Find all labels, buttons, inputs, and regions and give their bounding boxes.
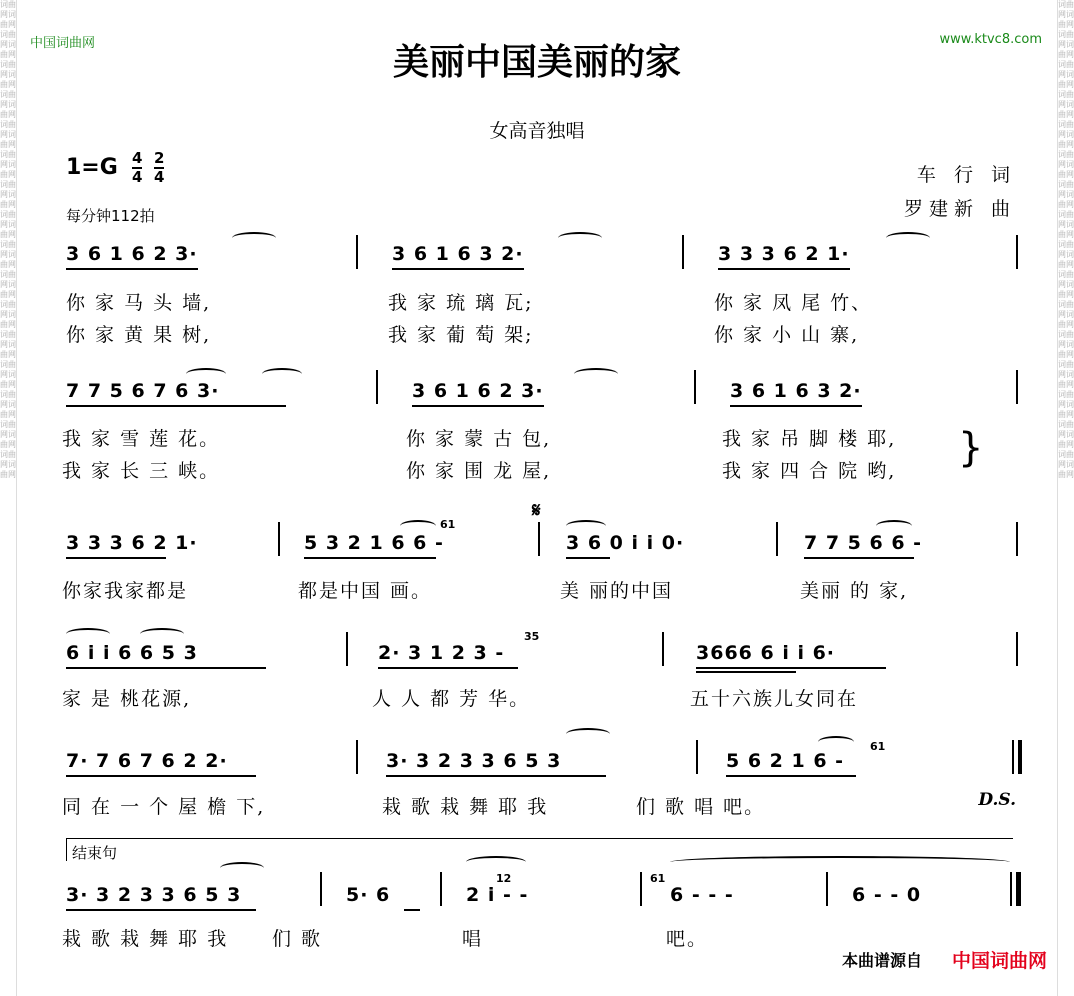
row2-m2-lyric-verse1: 你 家 蒙 古 包, <box>406 428 552 450</box>
barline <box>696 740 698 774</box>
barline <box>538 522 540 556</box>
barline <box>682 235 684 269</box>
row2-m2-lyric-verse2: 你 家 围 龙 屋, <box>406 460 552 482</box>
row6-measure4-notes: 6 - - - <box>670 884 734 906</box>
slur <box>574 368 618 380</box>
row1-m1-lyric-verse1: 你 家 马 头 墙, <box>66 292 212 314</box>
slur <box>566 728 610 740</box>
slur <box>818 736 854 748</box>
watermark-left-strip: 词曲网词曲网词曲网词曲网词曲网词曲网词曲网词曲网词曲网词曲网词曲网词曲网词曲网词曲网词曲网词曲网词曲网词曲网词曲网词曲网词曲网词曲网词曲网词曲网词曲网词曲网词曲网词曲网词曲网词曲网词曲网词曲网 <box>0 0 17 996</box>
row4-m1-lyric: 家 是 桃花源, <box>62 688 192 710</box>
beam-underline <box>566 557 610 559</box>
meter1-top: 4 <box>132 149 143 167</box>
row5-m3-lyric: 们 歌 唱 吧。 <box>636 796 766 818</box>
barline <box>826 872 828 906</box>
row6-measure1-notes: 3· 3 2 3 3 6 5 3 <box>66 884 242 906</box>
row4-measure3-notes: 3666 6 i i 6· <box>696 642 836 664</box>
slur <box>262 368 302 380</box>
barline <box>662 632 664 666</box>
song-subtitle: 女高音独唱 <box>489 120 585 142</box>
row3-measure2-notes: 5 3 2 1 6 6 - <box>304 532 444 554</box>
row2-m1-lyric-verse1: 我 家 雪 莲 花。 <box>62 428 221 450</box>
slur <box>558 232 602 244</box>
row6-m4-lyric: 吧。 <box>666 928 709 950</box>
beam-underline <box>392 268 524 270</box>
beam-underline <box>66 667 266 669</box>
slur <box>186 368 226 380</box>
row6-m2-lyric: 们 歌 <box>272 928 323 950</box>
beam-underline <box>696 667 886 669</box>
barline <box>1016 370 1018 404</box>
barline <box>1016 632 1018 666</box>
barline <box>278 522 280 556</box>
row3-m1-lyric: 你家我家都是 <box>62 580 189 602</box>
row1-m3-lyric-verse1: 你 家 凤 尾 竹、 <box>714 292 873 314</box>
row4-m3-lyric: 五十六族儿女同在 <box>690 688 859 710</box>
row2-m3-lyric-verse1: 我 家 吊 脚 楼 耶, <box>722 428 897 450</box>
row1-m3-lyric-verse2: 你 家 小 山 寨, <box>714 324 860 346</box>
row4-m2-lyric: 人 人 都 芳 华。 <box>372 688 531 710</box>
beam-underline <box>66 268 198 270</box>
barline-repeat <box>1012 740 1014 774</box>
row5-m1-lyric: 同 在 一 个 屋 檐 下, <box>62 796 266 818</box>
beam-underline <box>386 775 606 777</box>
barline <box>320 872 322 906</box>
composer-credit: 罗建新 曲 <box>903 198 1016 220</box>
beam-underline <box>412 405 544 407</box>
row2-m1-lyric-verse2: 我 家 长 三 峡。 <box>62 460 221 482</box>
meter1-bottom: 4 <box>132 168 143 186</box>
slur <box>140 628 184 640</box>
barline <box>346 632 348 666</box>
barline <box>776 522 778 556</box>
row4-measure2-notes: 2· 3 1 2 3 - <box>378 642 505 664</box>
grace-note: 35 <box>524 630 540 643</box>
row1-measure2-notes: 3 6 1 6 3 2· <box>392 243 524 265</box>
watermark-right-strip: 词曲网词曲网词曲网词曲网词曲网词曲网词曲网词曲网词曲网词曲网词曲网词曲网词曲网词曲网词曲网词曲网词曲网词曲网词曲网词曲网词曲网词曲网词曲网词曲网词曲网词曲网词曲网词曲网词曲网词曲网词曲网词曲网 <box>1057 0 1074 996</box>
barline <box>640 872 642 906</box>
barline <box>356 235 358 269</box>
meter2-top: 2 <box>154 149 165 167</box>
row3-m2-lyric: 都是中国 画。 <box>298 580 433 602</box>
dal-segno-mark: D.S. <box>978 790 1016 810</box>
row5-measure1-notes: 7· 7 6 7 6 2 2· <box>66 750 228 772</box>
final-barline-thin <box>1010 872 1012 906</box>
source-site-link[interactable]: 中国词曲网 <box>952 950 1048 972</box>
final-barline-thick <box>1016 872 1021 906</box>
row3-m4-lyric: 美丽 的 家, <box>800 580 909 602</box>
source-label: 本曲谱源自 <box>842 951 923 970</box>
slur <box>566 520 606 532</box>
row5-measure2-notes: 3· 3 2 3 3 6 5 3 <box>386 750 562 772</box>
row3-measure4-notes: 7 7 5 6 6 - <box>804 532 923 554</box>
barline <box>1016 522 1018 556</box>
row2-m3-lyric-verse2: 我 家 四 合 院 哟, <box>722 460 897 482</box>
time-signature-2 <box>154 150 164 186</box>
row1-measure1-notes: 3 6 1 6 2 3· <box>66 243 198 265</box>
grace-note: 61 <box>650 872 666 885</box>
barline <box>694 370 696 404</box>
beam-underline <box>66 775 256 777</box>
row5-measure3-notes: 5 6 2 1 6 - <box>726 750 845 772</box>
beam-underline <box>304 557 436 559</box>
beam-underline <box>66 557 166 559</box>
slur <box>466 856 526 868</box>
beam-underline <box>66 909 256 911</box>
row3-measure1-notes: 3 3 3 6 2 1· <box>66 532 198 554</box>
row2-measure3-notes: 3 6 1 6 3 2· <box>730 380 862 402</box>
lyricist-credit: 车 行 词 <box>916 164 1016 186</box>
row3-m3-lyric: 美 丽的中国 <box>560 580 674 602</box>
beam-underline <box>378 667 518 669</box>
barline <box>440 872 442 906</box>
segno-sign: 𝄋 <box>532 498 541 522</box>
row2-measure1-notes: 7 7 5 6 7 6 3· <box>66 380 220 402</box>
site-name-left: 中国词曲网 <box>30 36 96 51</box>
tie <box>670 856 1010 868</box>
ending-label: 结束句 <box>72 844 118 862</box>
verse-brace: } <box>958 425 984 471</box>
grace-note: 61 <box>870 740 886 753</box>
row1-m2-lyric-verse2: 我 家 葡 萄 架; <box>388 324 534 346</box>
site-url-right: www.ktvc8.com <box>939 32 1042 47</box>
slur <box>220 862 264 874</box>
row6-measure3-notes: 2 i - - <box>466 884 529 906</box>
barline <box>356 740 358 774</box>
beam-underline <box>730 405 862 407</box>
grace-note: 61 <box>440 518 456 531</box>
barline-repeat-thick <box>1018 740 1022 774</box>
beam-underline <box>66 405 286 407</box>
row4-measure1-notes: 6 i i 6 6 5 3 <box>66 642 198 664</box>
tempo-marking: 每分钟112拍 <box>66 207 155 225</box>
slur <box>400 520 436 532</box>
row1-measure3-notes: 3 3 3 6 2 1· <box>718 243 850 265</box>
grace-note: 12 <box>496 872 512 885</box>
row6-m1-lyric: 栽 歌 栽 舞 耶 我 <box>62 928 229 950</box>
row1-m1-lyric-verse2: 你 家 黄 果 树, <box>66 324 212 346</box>
key-signature: 1=G <box>66 155 118 180</box>
beam-underline <box>718 268 850 270</box>
meter2-bottom: 4 <box>154 168 165 186</box>
time-signature-1 <box>132 150 142 186</box>
slur <box>232 232 276 244</box>
slur <box>876 520 912 532</box>
beam-underline-double <box>696 671 796 673</box>
beam-underline <box>804 557 914 559</box>
row3-measure3-notes: 3 6 0 i i 0· <box>566 532 685 554</box>
row6-m3-lyric: 唱 <box>462 928 484 950</box>
row5-m2-lyric: 栽 歌 栽 舞 耶 我 <box>382 796 549 818</box>
beam-underline <box>726 775 856 777</box>
row6-measure5-notes: 6 - - 0 <box>852 884 922 906</box>
barline <box>376 370 378 404</box>
slur <box>66 628 110 640</box>
row1-m2-lyric-verse1: 我 家 琉 璃 瓦; <box>388 292 534 314</box>
row6-measure2-notes: 5· 6 <box>346 884 391 906</box>
slur <box>886 232 930 244</box>
beam-underline <box>404 909 420 911</box>
barline <box>1016 235 1018 269</box>
row2-measure2-notes: 3 6 1 6 2 3· <box>412 380 544 402</box>
song-title: 美丽中国美丽的家 <box>392 41 681 83</box>
